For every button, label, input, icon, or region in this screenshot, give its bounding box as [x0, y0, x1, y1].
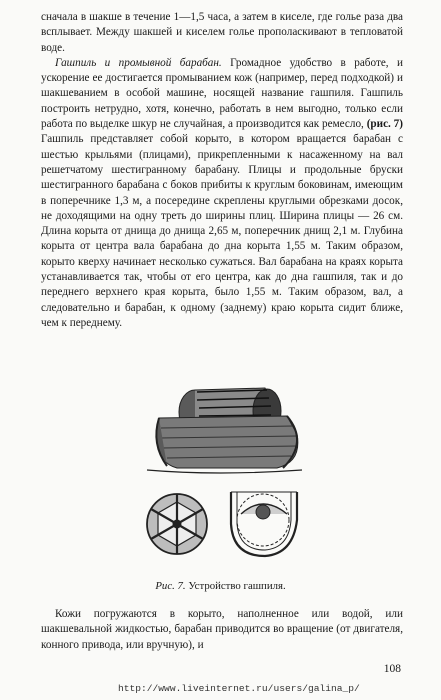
gashpil-drawing [137, 384, 317, 572]
figure-caption-text: Устройство гашпиля. [188, 580, 286, 592]
paragraph-3: Кожи погружаются в корыто, наполненное или водой, или шакшевальной жидкостью, барабан приводится во вращение (от двигателя, конного привода, или вручную), и [41, 608, 403, 651]
figure-caption [0, 580, 441, 592]
drum-cross-section [147, 494, 207, 554]
figure-label: Рис. 7. [155, 580, 186, 592]
main-text [41, 10, 403, 331]
figure-reference: (рис. 7) [366, 118, 403, 131]
bottom-text [41, 607, 403, 653]
paragraph-1: сначала в шакше в течение 1—1,5 часа, а затем в киселе, где голье раза два всплывает. Между шакшей и киселем голье прополаскивают в тепловатой воде. [41, 11, 403, 54]
trough-cross-section [231, 492, 297, 556]
paragraph-2-text-a: Громадное удобство в работе, и ускорение ее достигается промыванием кож (например, перед подходкой) и шакшеванием в особой машине, носящей название гашпиля. Гашпиль построить нетрудно, хотя, конечно, работать в нем выгодно, только если работа по выделке шкур не случайная, а производится как ремесло, [41, 56, 403, 131]
gashpil-illustration [137, 384, 317, 572]
page-number: 108 [383, 663, 401, 675]
watermark-url: http://www.liveinternet.ru/users/galina_p/ [118, 683, 360, 694]
paragraph-2-text-b: Гашпиль представляет собой корыто, в котором вращается барабан с шестью крыльями (плицами), прикрепленными к насаженному на вал решетчатому шестигранному барабану. Плицы и продольные бруски шестигранного барабана с боков прибиты к круглым боковинам, имеющим в поперечнике 1,3 м, а посередине скреплены круглыми обрезками досок, не доходящими на одну треть до ширины плиц. Ширина плицы — 26 см. Длина корыта от днища до днища 2,65 м, поперечник днищ 2,1 м. Глубина корыта от центра вала барабана до дна корыта 1,55 м. Таким образом, корыто кверху начинает несколько сужаться. Вал барабана на краях корыта устанавливается так, чтобы от его центра, как до дна гашпиля, так и до переднего верхнего края корыта, было 1,55 м. Таким образом, вал, а следовательно и барабан, к одному (заднему) краю корыта сидит ближе, чем к переднему. [41, 133, 403, 329]
trough-perspective-view [147, 388, 302, 473]
section-heading: Гашпиль и промывной барабан. [55, 56, 222, 69]
paragraph-2 [41, 56, 403, 331]
